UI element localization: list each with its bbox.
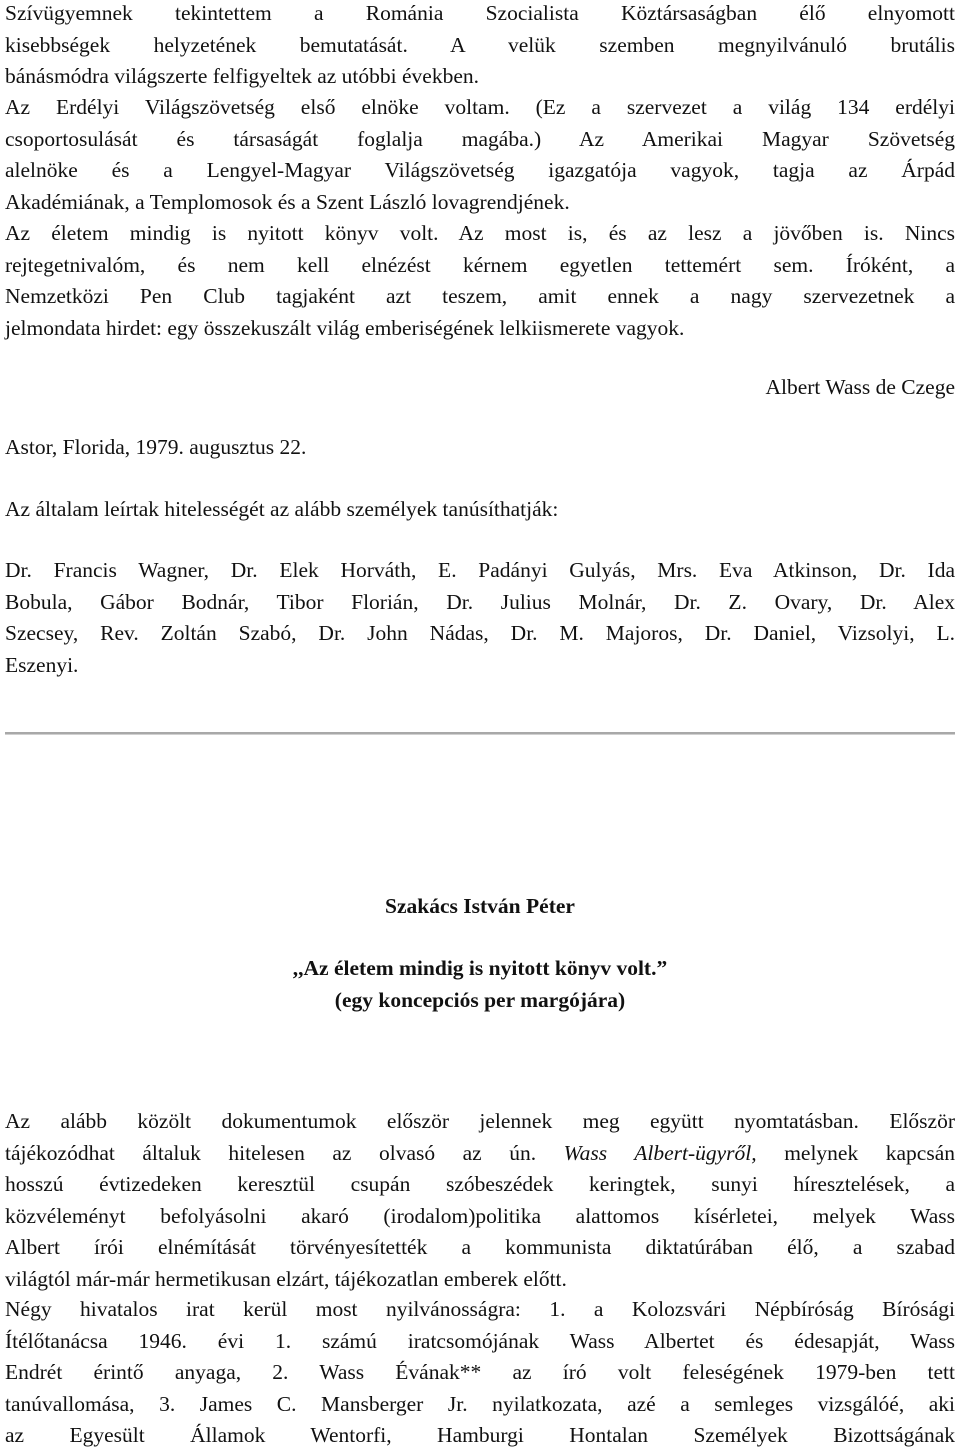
article-subtitle: (egy koncepciós per margójára) xyxy=(334,988,626,1012)
text-line: alelnöke és a Lengyel-Magyar Világszövetség igazgatója vagyok, tagja az Árpád xyxy=(5,158,955,182)
text-line: Az Erdélyi Világszövetség első elnöke voltam. (Ez a szervezet a világ 134 erdélyi xyxy=(5,95,955,119)
text-line: Nemzetközi Pen Club tagjaként azt teszem, amit ennek a nagy szervezetnek a xyxy=(5,284,955,308)
text-line: Az életem mindig is nyitott könyv volt. Az most is, és az lesz a jövőben is. Nincs xyxy=(5,221,955,245)
text-line: Endrét érintő anyaga, 2. Wass Évának** az író volt feleségének 1979-ben tett xyxy=(5,1360,955,1384)
text-line: tanúvallomása, 3. James C. Mansberger Jr. nyilatkozata, azé a semleges vizsgálóé, aki xyxy=(5,1391,955,1416)
section-divider xyxy=(5,732,955,735)
text-line xyxy=(5,1138,955,1170)
witness-intro: Az általam leírtak hitelességét az alább személyek tanúsíthatják: xyxy=(5,497,559,521)
text-line: világtól már-már hermetikusan elzárt, tájékozatlan emberek előtt. xyxy=(5,1266,567,1291)
italic-phrase: Wass Albert-ügyről, xyxy=(563,1140,757,1165)
text-fragment: melynek kapcsán xyxy=(756,1140,955,1165)
article-paragraph-2 xyxy=(5,1294,955,1452)
text-line: Négy hivatalos irat kerül most nyilvánosságra: 1. a Kolozsvári Népbíróság Bírósági xyxy=(5,1297,955,1321)
text-line: Ítélőtanácsa 1946. évi 1. számú iratcsomójának Wass Albertet és édesapját, Wass xyxy=(5,1328,955,1353)
text-line: jelmondata hirdet: egy összekuszált világ emberiségének lelkiismerete vagyok. xyxy=(5,315,685,340)
text-fragment: tájékozódhat általuk hitelesen az olvasó az ún. xyxy=(5,1140,564,1165)
text-line: bánásmódra világszerte felfigyeltek az utóbbi években. xyxy=(5,64,479,88)
text-line: Eszenyi. xyxy=(5,652,79,677)
text-line: csoportosulását és társaságát foglalja magába.) Az Amerikai Magyar Szövetség xyxy=(5,126,955,151)
place-date: Astor, Florida, 1979. augusztus 22. xyxy=(5,435,307,459)
article-author: Szakács István Péter xyxy=(385,894,575,918)
text-line: Akadémiának, a Templomosok és a Szent László lovagrendjének. xyxy=(5,189,570,214)
bio-paragraph xyxy=(5,92,955,218)
witness-list xyxy=(5,555,955,681)
text-line: közvéleményt befolyásolni akaró (irodalom)politika alattomos kísérletei, melyek Wass xyxy=(5,1203,955,1228)
signature-name: Albert Wass de Czege xyxy=(765,375,955,399)
article-title: ,,Az életem mindig is nyitott könyv volt.” xyxy=(292,956,668,980)
text-line: Az alább közölt dokumentumok először jelennek meg együtt nyomtatásban. Először xyxy=(5,1109,955,1133)
intro-paragraph xyxy=(5,0,955,93)
text-line: rejtegetnivalóm, és nem kell elnézést kérnem egyetlen tettemért sem. Íróként, a xyxy=(5,252,955,277)
text-line: kisebbségek helyzetének bemutatását. A velük szemben megnyilvánuló brutális xyxy=(5,32,955,57)
text-line: Szecsey, Rev. Zoltán Szabó, Dr. John Nádas, Dr. M. Majoros, Dr. Daniel, Vizsolyi, L. xyxy=(5,621,955,645)
article-paragraph-1 xyxy=(5,1106,955,1295)
text-line: hosszú évtizedeken keresztül csupán szóbeszédek keringtek, sunyi híresztelések, a xyxy=(5,1172,955,1196)
text-line: Dr. Francis Wagner, Dr. Elek Horváth, E. Padányi Gulyás, Mrs. Eva Atkinson, Dr. Ida xyxy=(5,558,955,582)
text-line: Szívügyemnek tekintettem a Románia Szocialista Köztársaságban élő elnyomott xyxy=(5,1,955,25)
text-line: Bobula, Gábor Bodnár, Tibor Florián, Dr. Julius Molnár, Dr. Z. Ovary, Dr. Alex xyxy=(5,589,955,614)
open-book-paragraph xyxy=(5,218,955,344)
text-line: az Egyesült Államok Wentorfi, Hamburgi Hontalan Személyek Bizottságának xyxy=(5,1423,955,1447)
text-line: Albert írói elnémítását törvényesítették a kommunista diktatúrában élő, a szabad xyxy=(5,1235,955,1259)
